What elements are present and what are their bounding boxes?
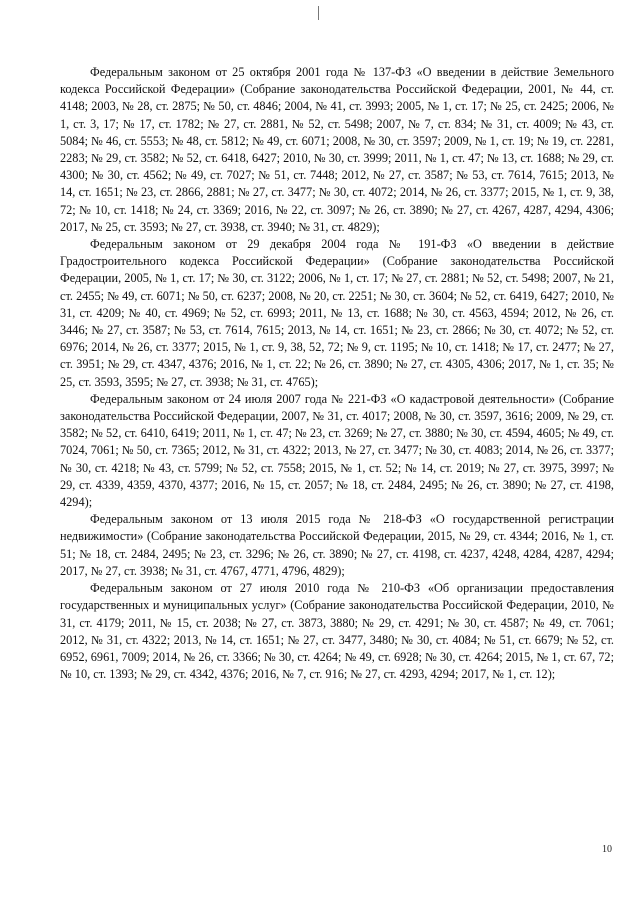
paragraph-real-estate-registration-law: Федеральным законом от 13 июля 2015 года № 218-ФЗ «О государственной регистрации недвижимости» (Собрание законодательства Российской Федерации, 2015, № 29, ст. 4344; 2016, № 1, ст. 51; № 18, ст. 2484, 2495; № 23, ст. 3296; № 26, ст. 3890; № 27, ст. 4198, ст. 4237, 4248, 4284, 4287, 4294; 2017, № 27, ст. 3938; № 31, ст. 4767, 4771, 4796, 4829); — [60, 512, 614, 578]
paragraph-land-code-law: Федеральным законом от 25 октября 2001 года № 137-ФЗ «О введении в действие Земельного кодекса Российской Федерации» (Собрание законодательства Российской Федерации, 2001, № 44, ст. 4148; 2003, № 28, ст. 2875; № 50, ст. 4846; 2004, № 41, ст. 3993; 2005, № 1, ст. 17; № 25, ст. 2425; 2006, № 1, ст. 3, 17; № 17, ст. 1782; № 27, ст. 2881, № 52, ст. 5498; 2007, № 7, ст. 834; № 31, ст. 4009; № 43, ст. 5084; № 46, ст. 5553; № 48, ст. 5812; № 49, ст. 6071; 2008, № 30, ст. 3597; 2009, № 1, ст. 19; № 19, ст. 2281, 2283; № 29, ст. 3582; № 52, ст. 6418, 6427; 2010, № 30, ст. 3999; 2011, № 1, ст. 47; № 13, ст. 1688; № 29, ст. 4300; № 30, ст. 4562; № 49, ст. 7027; № 51, ст. 7448; 2012, № 27, ст. 3587; № 53, ст. 7614, 7615; 2013, № 14, ст. 1651; № 23, ст. 2866, 2881; № 27, ст. 3477; № 30, ст. 4072; 2014, № 26, ст. 3377; 2015, № 1, ст. 9, 38, 72; № 10, ст. 1418; № 24, ст. 3369; 2016, № 22, ст. 3097; № 26, ст. 3890; № 27, ст. 4267, 4287, 4294, 4306; 2017, № 25, ст. 3593; № 27, ст. 3938, ст. 3940; № 31, ст. 4829); — [60, 65, 614, 234]
paragraph-public-services-law: Федеральным законом от 27 июля 2010 года № 210-ФЗ «Об организации предоставления государственных и муниципальных услуг» (Собрание законодательства Российской Федерации, 2010, № 31, ст. 4179; 2011, № 15, ст. 2038; № 27, ст. 3873, 3880; № 29, ст. 4291; № 30, ст. 4587; № 49, ст. 7061; 2012, № 31, ст. 4322; 2013, № 14, ст. 1651; № 27, ст. 3477, 3480; № 30, ст. 4084; № 51, ст. 6679; № 52, ст. 6952, 6961, 7009; 2014, № 26, ст. 3366; № 30, ст. 4264; № 49, ст. 6928; № 30, ст. 4264; 2015, № 1, ст. 67, 72; № 10, ст. 1393; № 29, ст. 4342, 4376; 2016, № 7, ст. 916; № 27, ст. 4293, 4294; 2017, № 1, ст. 12); — [60, 581, 614, 682]
page-top-mark — [318, 6, 319, 20]
document-body — [60, 64, 614, 683]
page-number: 10 — [602, 844, 612, 855]
paragraph-cadastral-law: Федеральным законом от 24 июля 2007 года № 221-ФЗ «О кадастровой деятельности» (Собрание законодательства Российской Федерации, 2007, № 31, ст. 4017; 2008, № 30, ст. 3597, 3616; 2009, № 29, ст. 3582; № 52, ст. 6410, 6419; 2011, № 1, ст. 47; № 23, ст. 3269; № 27, ст. 3880; № 30, ст. 4594, 4605; № 49, ст. 7024, 7061; № 50, ст. 7365; 2012, № 31, ст. 4322; 2013, № 27, ст. 3477; № 30, ст. 4083; 2014, № 26, ст. 3377; № 30, ст. 4218; № 43, ст. 5799; № 52, ст. 7558; 2015, № 1, ст. 52; № 14, ст. 2019; № 27, ст. 3975, 3997; № 29, ст. 4339, 4359, 4370, 4377; 2016, № 15, ст. 2057; № 18, ст. 2484, 2495; № 26, ст. 3890; № 27, ст. 4198, 4294); — [60, 391, 614, 510]
paragraph-urban-planning-law: Федеральным законом от 29 декабря 2004 года № 191-ФЗ «О введении в действие Градостроительного кодекса Российской Федерации» (Собрание законодательства Российской Федерации, 2005, № 1, ст. 17; № 30, ст. 3122; 2006, № 1, ст. 17; № 27, ст. 2881; № 52, ст. 5498; 2007, № 21, ст. 2455; № 49, ст. 6071; № 50, ст. 6237; 2008, № 20, ст. 2251; № 30, ст. 3604; № 52, ст. 6419, 6427; 2010, № 31, ст. 4209; № 40, ст. 4969; № 52, ст. 6993; 2011, № 13, ст. 1688; № 30, ст. 4563, 4594; 2012, № 26, ст. 3446; № 27, ст. 3587; № 53, ст. 7614, 7615; 2013, № 14, ст. 1651; № 23, ст. 2866; № 30, ст. 4072; № 52, ст. 6976; 2014, № 26, ст. 3377; 2015, № 1, ст. 9, 38, 52, 72; № 9, ст. 1195; № 10, ст. 1418; № 17, ст. 2477; № 27, ст. 3951; № 29, ст. 4347, 4376; 2016, № 1, ст. 22; № 26, ст. 3890; № 27, ст. 4305, 4306; 2017, № 1, ст. 35; № 25, ст. 3593, 3595; № 27, ст. 3938; № 31, ст. 4765); — [60, 237, 614, 389]
